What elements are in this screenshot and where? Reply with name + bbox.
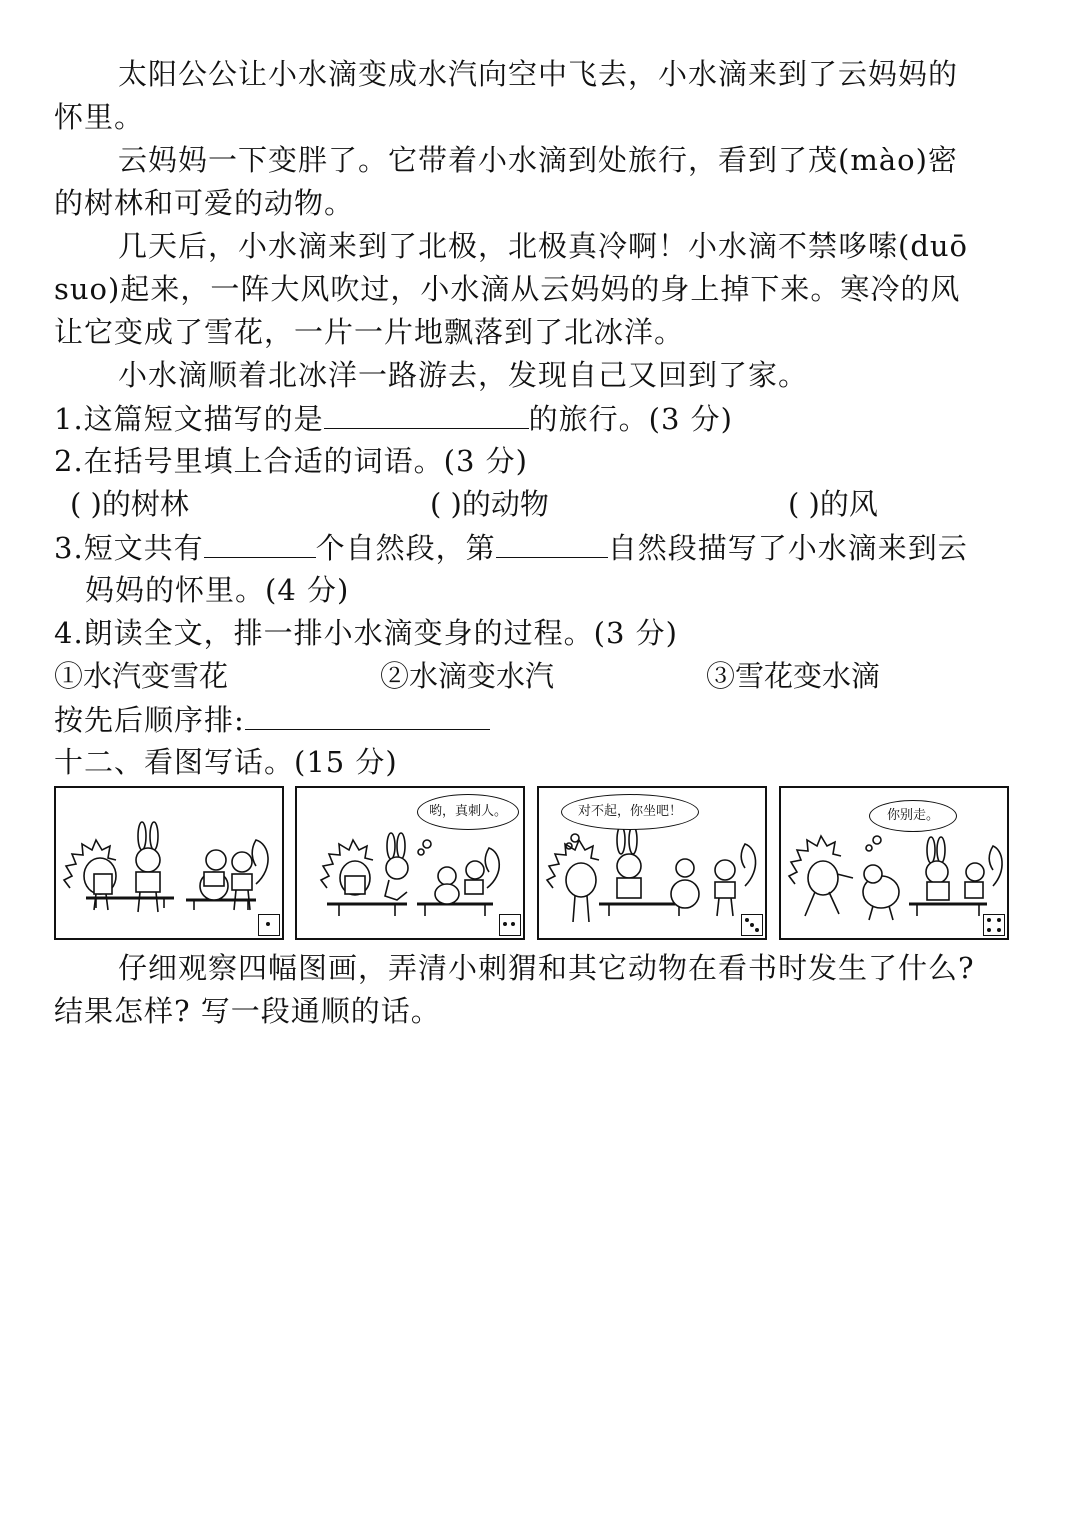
q3-blank-count[interactable] [204, 527, 316, 558]
q4-order-blank[interactable] [245, 699, 490, 730]
story-p2-line1: 云妈妈一下变胖了。它带着小水滴到处旅行，看到了茂(mào)密 [118, 143, 958, 177]
comic-panel-2 [295, 786, 525, 940]
dice-2-icon [499, 914, 521, 936]
q2-fill-1[interactable]: ( )的树林 [70, 487, 189, 521]
story-p3-line2: suo)起来，一阵大风吹过，小水滴从云妈妈的身上掉下来。寒冷的风 [54, 272, 961, 306]
story-p4-line1: 小水滴顺着北冰洋一路游去，发现自己又回到了家。 [118, 358, 809, 392]
q3-part3: 自然段描写了小水滴来到云 [607, 531, 968, 565]
q1-answer-blank[interactable] [324, 398, 529, 429]
writing-instruction-line1: 仔细观察四幅图画，弄清小刺猬和其它动物在看书时发生了什么? [118, 951, 975, 985]
q4-order-row [54, 699, 490, 740]
section-12-title: 十二、看图写话。(15 分) [54, 745, 398, 779]
q3-part2: 个自然段，第 [315, 531, 496, 565]
writing-instruction-line2: 结果怎样? 写一段通顺的话。 [54, 994, 441, 1028]
story-p3-line3: 让它变成了雪花，一片一片地飘落到了北冰洋。 [54, 315, 685, 349]
q1-suffix: 的旅行。(3 分) [528, 402, 733, 436]
writing-area[interactable] [54, 1040, 1026, 1480]
story-p1-line1: 太阳公公让小水滴变成水汽向空中飞去，小水滴来到了云妈妈的 [118, 57, 959, 91]
dice-1-icon [258, 914, 280, 936]
comic-panel-3 [537, 786, 767, 940]
q4-option-2: ②水滴变水汽 [380, 659, 555, 693]
question-1 [54, 398, 733, 439]
speech-bubble-4: 你别走。 [869, 800, 957, 832]
comic-illustration-1 [56, 788, 284, 940]
story-p2-line2: 的树林和可爱的动物。 [54, 186, 355, 220]
speech-bubble-2: 哟，真刺人。 [417, 794, 519, 830]
speech-bubble-3: 对不起，你坐吧！ [561, 794, 699, 830]
q3-part1: 3.短文共有 [54, 531, 204, 565]
question-3 [54, 527, 968, 568]
q3-blank-paragraph[interactable] [496, 527, 608, 558]
story-p3-line1: 几天后，小水滴来到了北极，北极真冷啊！小水滴不禁哆嗦(duō [118, 229, 969, 263]
story-p1-line2: 怀里。 [54, 100, 145, 134]
q2-fill-2[interactable]: ( )的动物 [430, 487, 549, 521]
question-3-line2: 妈妈的怀里。(4 分) [85, 573, 350, 607]
dice-3-icon [741, 914, 763, 936]
q4-option-1: ①水汽变雪花 [54, 659, 229, 693]
q1-prefix: 1.这篇短文描写的是 [54, 402, 324, 436]
q4-order-label: 按先后顺序排: [54, 703, 245, 737]
comic-panel-1 [54, 786, 284, 940]
q4-option-3: ③雪花变水滴 [706, 659, 881, 693]
q2-fill-3[interactable]: ( )的风 [788, 487, 878, 521]
dice-4-icon [983, 914, 1005, 936]
question-2: 2.在括号里填上合适的词语。(3 分) [54, 444, 528, 478]
comic-panel-4 [779, 786, 1009, 940]
question-4: 4.朗读全文，排一排小水滴变身的过程。(3 分) [54, 616, 678, 650]
